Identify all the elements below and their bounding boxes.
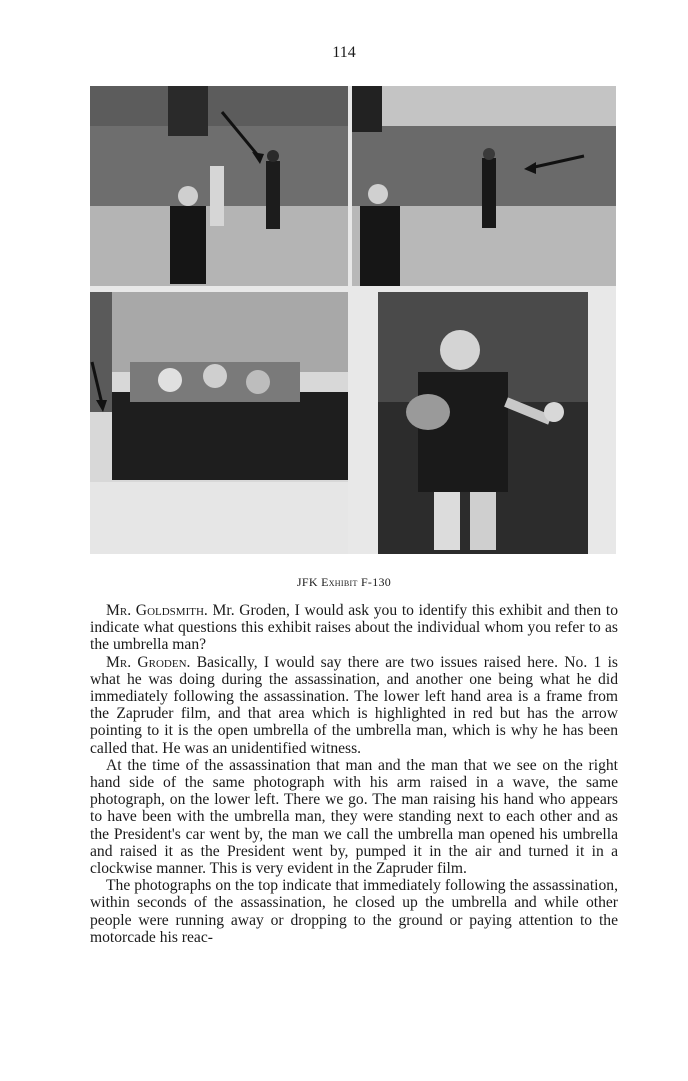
caption-number: F-130 bbox=[357, 575, 392, 589]
caption-exhibit-word: Exhibit bbox=[321, 575, 358, 589]
caption-prefix: JFK bbox=[296, 575, 322, 589]
page-number: 114 bbox=[332, 44, 356, 61]
paragraph bbox=[90, 602, 618, 654]
exhibit-caption bbox=[0, 575, 688, 590]
photo-top-left bbox=[90, 86, 348, 286]
paragraph-text: Mr. Groden, I would ask you to identify this exhibit and then to indicate what questions this exhibit raises about the individual whom you refer to as the umbrella man? bbox=[90, 602, 618, 654]
speaker-name: Mr. Groden. bbox=[106, 653, 191, 671]
photo-bottom-right-waving-man bbox=[378, 292, 588, 554]
paragraph bbox=[90, 877, 618, 946]
paragraph-text: At the time of the assassination that man and the man that we see on the right hand side of the same photograph with his arm raised in a wave, the same photograph, on the lower left. There we go. The man raising his hand who appears to have been with the umbrella man, they were standing next to each other and as the President's car went by, the man we call the umbrella man opened his umbrella and raised it as the President went by, pumped it in the air and turned it in a clockwise manner. This is very evident in the Zapruder film. bbox=[90, 756, 618, 878]
paragraph bbox=[90, 654, 618, 757]
speaker-name: Mr. Goldsmith. bbox=[106, 602, 208, 619]
photo-bottom-left-zapruder-frame bbox=[90, 292, 348, 554]
paragraph bbox=[90, 757, 618, 877]
exhibit-photo-composite bbox=[90, 86, 616, 554]
paragraph-text: Basically, I would say there are two issues raised here. No. 1 is what he was doing during the assassination, and another one being what he did immediately following the assassination. The lower left hand area is a frame from the Zapruder film, and that area which is highlighted in red but has the arrow pointing to it is the open umbrella of the umbrella man, which is why he has been called that. He was an unidentified witness. bbox=[90, 653, 618, 757]
transcript-body bbox=[90, 602, 618, 946]
photo-top-right bbox=[352, 86, 616, 286]
paragraph-text: The photographs on the top indicate that immediately following the assassination, within seconds of the assassination, he closed up the umbrella and while other people were running away or dropping to the ground or paying attention to the motorcade his reac- bbox=[90, 877, 618, 946]
